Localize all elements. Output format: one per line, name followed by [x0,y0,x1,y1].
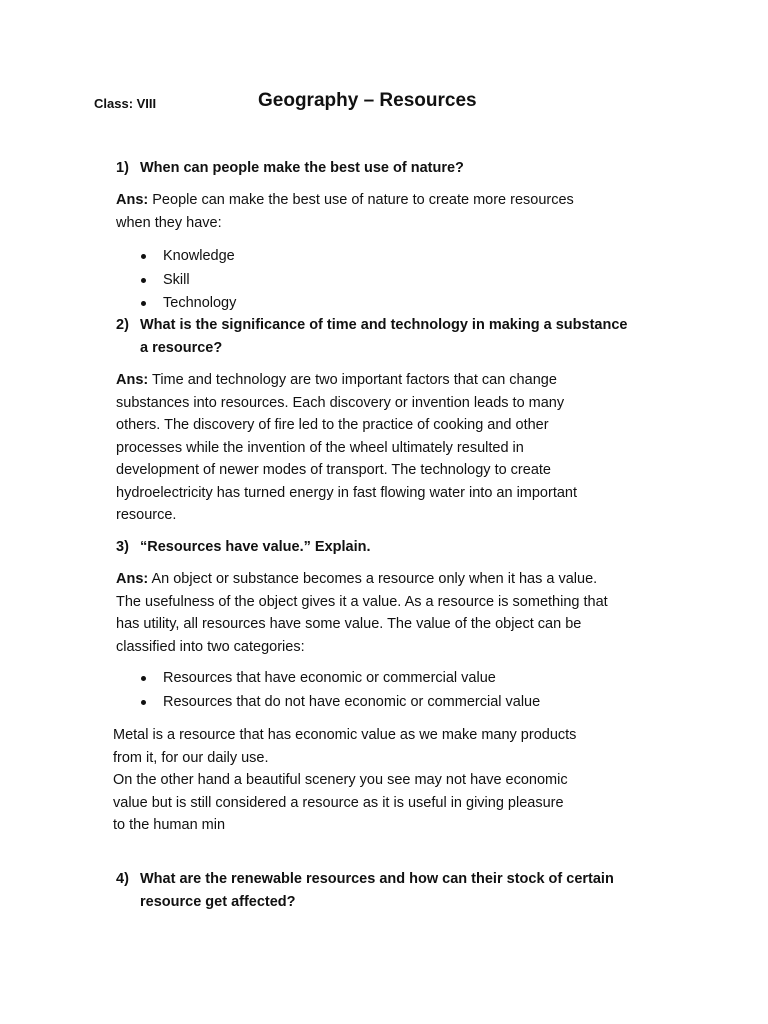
answer-2-text: Time and technology are two important factors that can change [148,372,557,388]
question-3 [116,536,371,559]
question-1-text: When can people make the best use of nature? [140,160,464,176]
answer-2-label: Ans: [116,372,149,388]
answer-3-line [116,568,608,591]
question-2-text: What is the significance of time and technology in making a substance [140,317,628,333]
question-3-number: 3) [116,539,129,555]
answer-2-line [116,369,577,392]
answer-3-line: has utility, all resources have some value. The value of the object can be [116,616,582,632]
answer-2-line: processes while the invention of the wheel ultimately resulted in [116,439,524,456]
answer-2-line: hydroelectricity has turned energy in fast flowing water into an important [116,484,578,501]
answer-3-extra-line: from it, for our daily use. [113,749,269,766]
answer-3-line: The usefulness of the object gives it a value. As a resource is something that [116,593,608,610]
question-4-number: 4) [116,871,129,887]
page-title: Geography – Resources [258,90,477,111]
answer-3-extra-line: value but is still considered a resource as it is useful in giving pleasure [113,794,564,811]
list-item: Knowledge [139,245,236,269]
answer-3 [116,568,608,658]
list-item: Resources that have economic or commercial value [139,667,540,691]
answer-3-text: An object or substance becomes a resource only when it has a value. [148,571,598,587]
answer-3-label: Ans: [116,571,149,587]
answer-3-bullet-list [139,667,540,714]
answer-1-bullet-list [139,245,236,316]
list-item: Skill [139,269,236,293]
question-4-text-cont: resource get affected? [140,893,296,910]
answer-3-extra-line: Metal is a resource that has economic value as we make many products [113,727,577,743]
answer-2-line: substances into resources. Each discovery or invention leads to many [116,394,565,411]
answer-2 [116,369,577,527]
answer-3-line: classified into two categories: [116,638,305,655]
answer-1-line [116,189,574,212]
question-2-text-cont: a resource? [140,339,223,356]
answer-2-line: others. The discovery of fire led to the practice of cooking and other [116,417,549,433]
question-2-number: 2) [116,317,129,333]
answer-3-extra-line: On the other hand a beautiful scenery you see may not have economic [113,772,568,788]
list-item: Technology [139,292,236,316]
question-1-number: 1) [116,160,129,176]
answer-3-extra [113,724,576,837]
question-2 [116,314,627,359]
answer-1-label: Ans: [116,192,149,208]
question-1 [116,157,464,180]
answer-2-line: development of newer modes of transport. The technology to create [116,462,551,478]
answer-1-line: when they have: [116,214,222,231]
class-label: Class: VIII [94,96,157,111]
answer-1 [116,189,574,234]
list-item: Resources that do not have economic or commercial value [139,691,540,715]
answer-2-line: resource. [116,507,177,523]
answer-1-text: People can make the best use of nature to create more resources [148,192,574,208]
question-3-text: “Resources have value.” Explain. [140,539,371,555]
question-4-text: What are the renewable resources and how can their stock of certain [140,871,614,887]
question-4 [116,868,614,913]
answer-3-extra-line: to the human min [113,817,226,833]
